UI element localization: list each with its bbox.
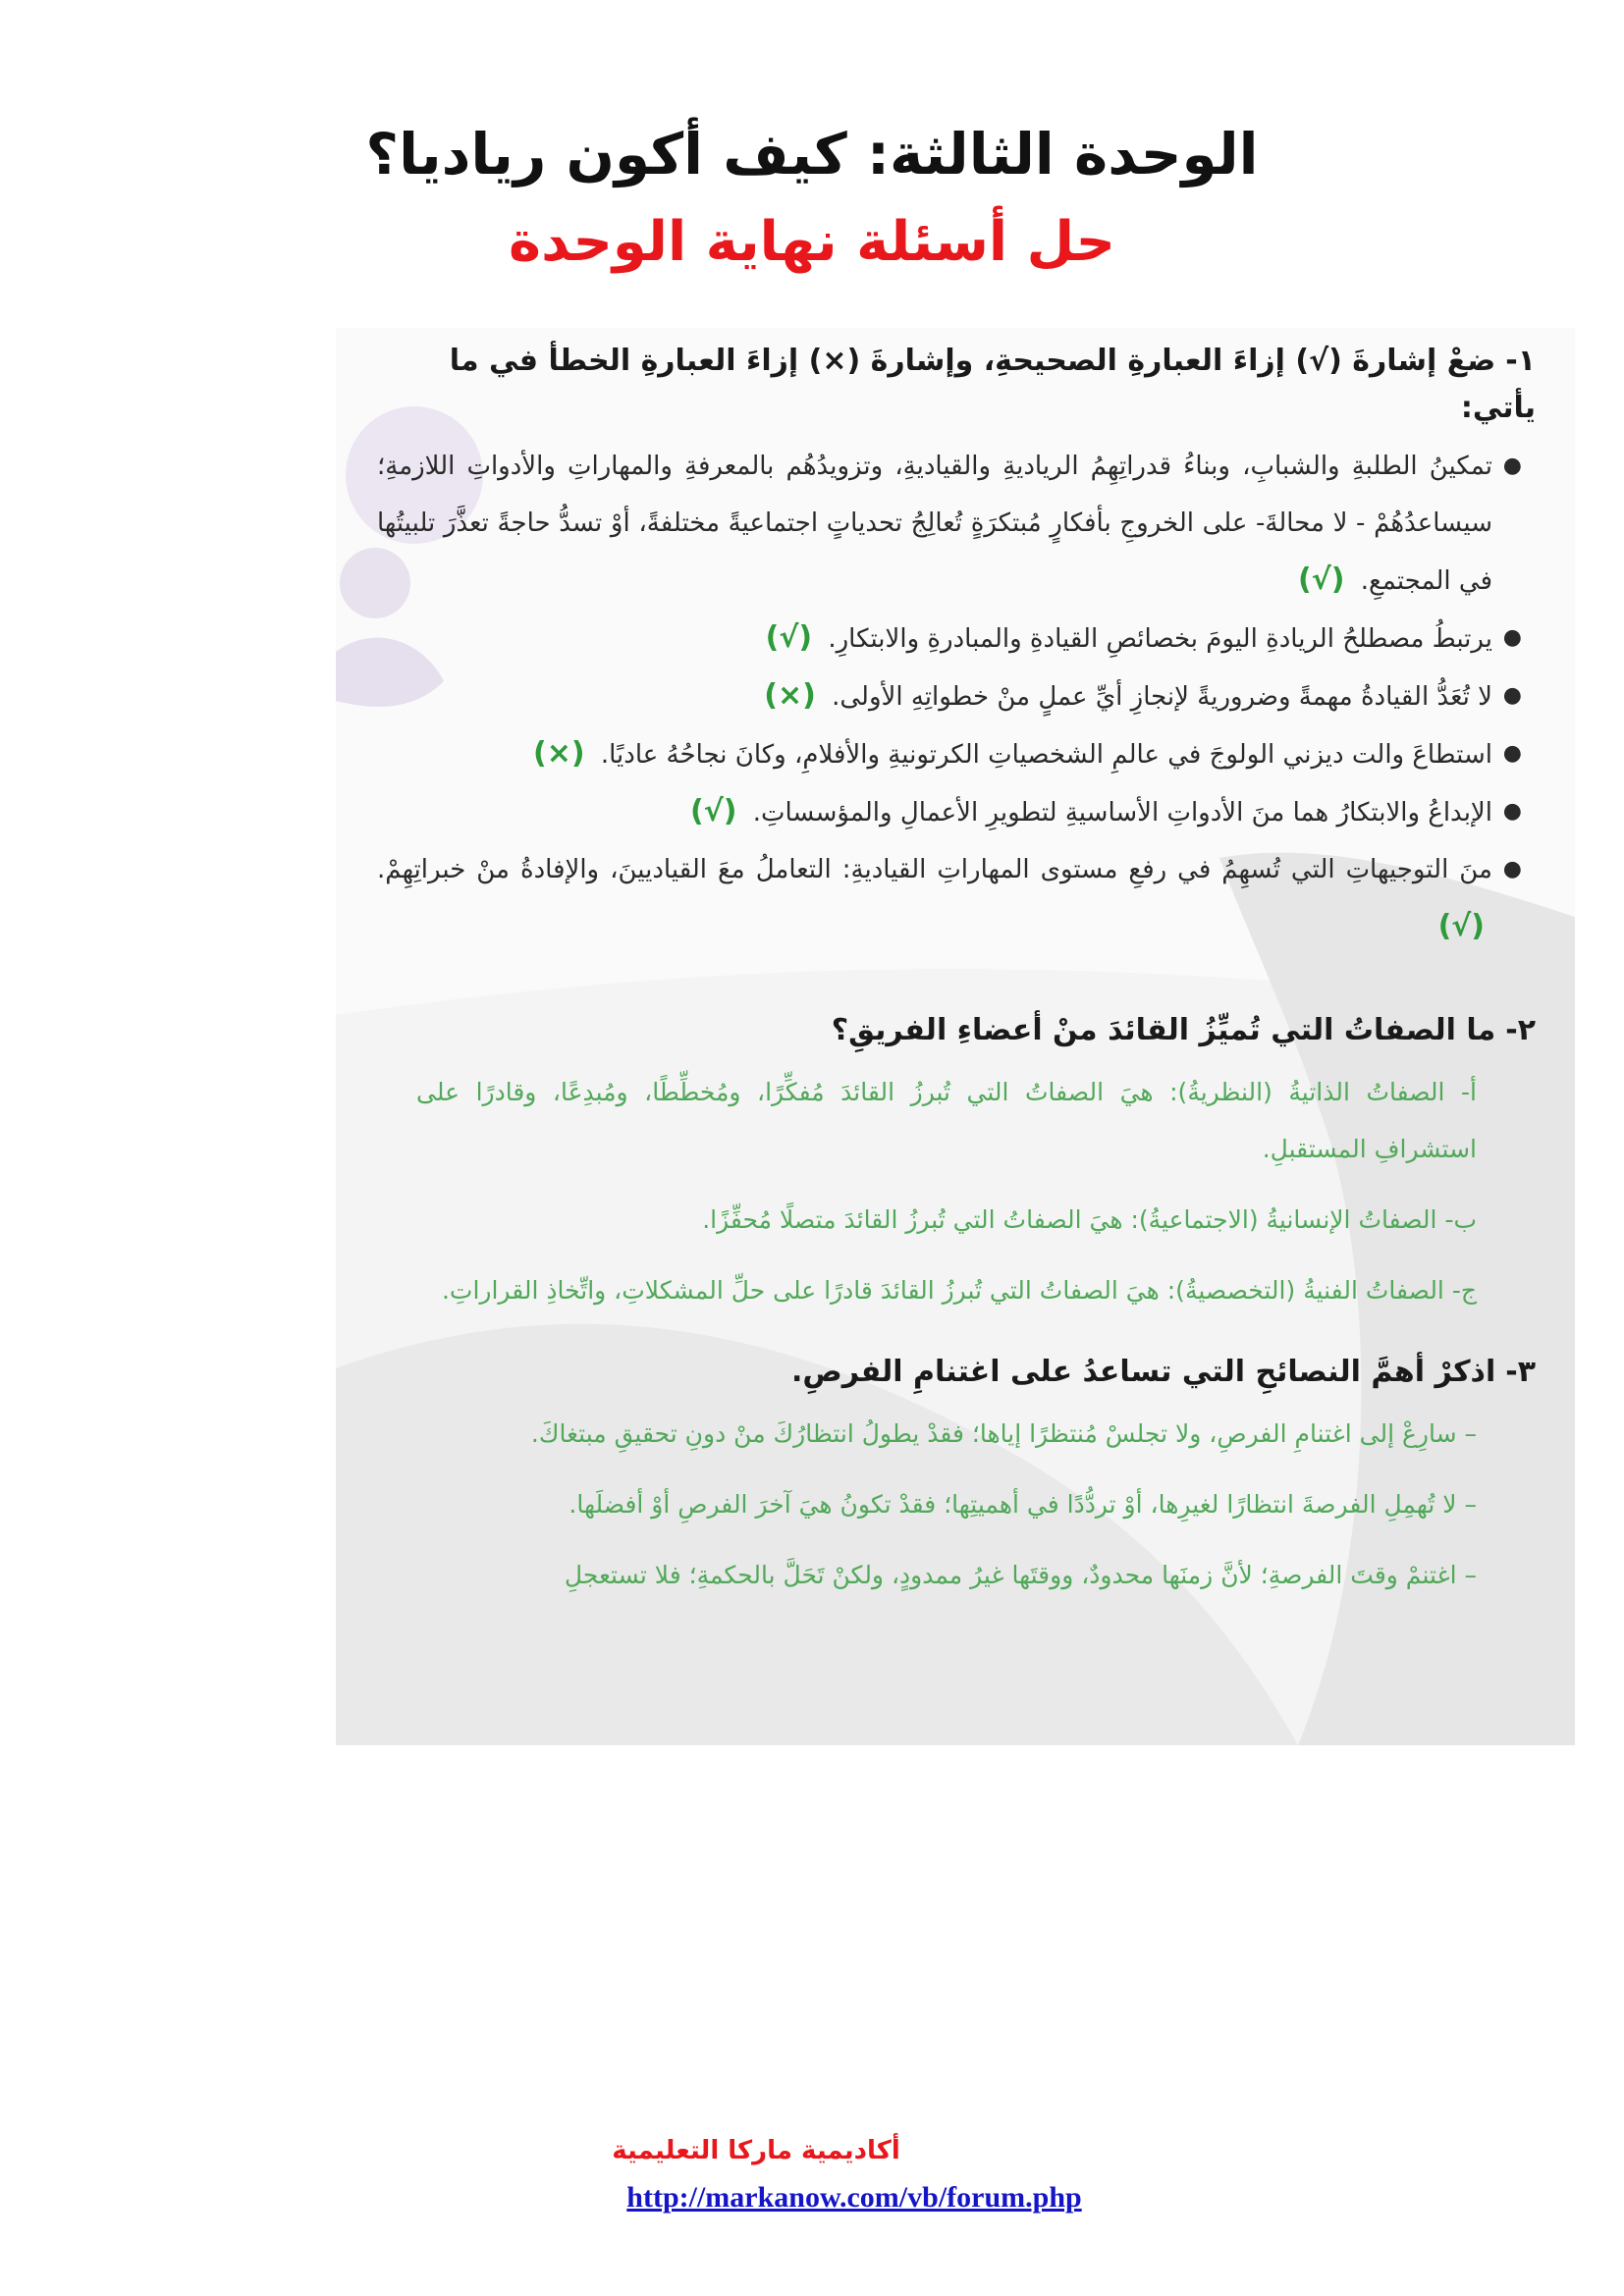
statement-text: منَ التوجيهاتِ التي تُسهِمُ في رفعِ مستوى المهاراتِ القياديةِ: التعاملُ معَ القياديينَ، والإفادةُ منْ خبراتِهِمْ. — [377, 855, 1492, 884]
question-3 — [377, 1349, 1536, 1604]
footer-forum-link[interactable]: http://markanow.com/vb/forum.php — [626, 2181, 1082, 2214]
scanned-page-panel — [336, 328, 1575, 1745]
question-text: ما الصفاتُ التي تُميِّزُ القائدَ منْ أعضاءِ الفريقِ؟ — [831, 1013, 1496, 1047]
statement-text: استطاعَ والت ديزني الولوجَ في عالمِ الشخصياتِ الكرتونيةِ والأفلامِ، وكانَ نجاحُهُ عاديًا. — [600, 740, 1492, 770]
answer-item: ب- الصفاتُ الإنسانيةُ (الاجتماعيةُ): هيَ الصفاتُ التي تُبرزُ القائدَ متصلًا مُحفِّزًا. — [702, 1205, 1477, 1234]
question-2 — [377, 1007, 1536, 1319]
answer-mark: (√) — [1297, 562, 1345, 597]
bullet-icon: ● — [1502, 857, 1522, 881]
statement-text: يرتبطُ مصطلحُ الريادةِ اليومَ بخصائصِ القيادةِ والمبادرةِ والابتكارِ. — [828, 624, 1492, 654]
answer-mark: (√) — [1437, 909, 1485, 943]
list-item — [377, 783, 1536, 841]
bullet-icon: ● — [1502, 454, 1522, 478]
list-item — [377, 725, 1536, 783]
answer-item: – سارِعْ إلى اغتنامِ الفرصِ، ولا تجلسْ مُنتظرًا إياها؛ فقدْ يطولُ انتظارُكَ منْ دونِ تحقيقِ مبتغاكَ. — [530, 1419, 1477, 1448]
bullet-icon: ● — [1502, 625, 1522, 650]
bullet-icon: ● — [1502, 741, 1522, 766]
statement-text: تمكينُ الطلبةِ والشبابِ، وبناءُ قدراتِهِمُ الرياديةِ والقياديةِ، وتزويدُهُم بالمعرفةِ والمهاراتِ والأدواتِ اللازمةِ؛ سيساعدُهُمْ - لا محالةَ- على الخروجِ بأفكارٍ مُبتكرَةٍ تُعالِجُ تحدياتٍ اجتماعيةً مختلفةً، أوْ تسدُّ حاجةً تعذَّرَ تلبيتُها في المجتمعِ. — [377, 452, 1492, 596]
answer-item: – اغتنمْ وقتَ الفرصةِ؛ لأنَّ زمنَها محدودٌ، ووقتَها غيرُ ممدودٍ، ولكنْ تَحَلَّ بالحكمةِ؛ فلا تستعجلِ — [564, 1561, 1477, 1589]
list-item — [377, 610, 1536, 667]
question-heading — [377, 1349, 1536, 1396]
answer-list — [377, 1064, 1516, 1319]
statement-text: الإبداعُ والابتكارُ هما منَ الأدواتِ الأساسيةِ لتطويرِ الأعمالِ والمؤسساتِ. — [752, 798, 1492, 828]
question-heading — [377, 1007, 1536, 1054]
answer-mark: (√) — [690, 794, 737, 828]
list-item — [377, 667, 1536, 725]
question-number: ٢- — [1505, 1013, 1536, 1047]
answer-item: أ- الصفاتُ الذاتيةُ (النظريةُ): هيَ الصفاتُ التي تُبرزُ القائدَ مُفكِّرًا، ومُخطِّطًا، ومُبدِعًا، وقادرًا على استشرافِ المستقبلِ. — [416, 1078, 1477, 1163]
statement-text: لا تُعَدُّ القيادةُ مهمةً وضروريةً لإنجازِ أيِّ عملٍ منْ خطواتِهِ الأولى. — [832, 682, 1492, 712]
answer-item: – لا تُهمِلِ الفرصةَ انتظارًا لغيرِها، أوْ تردُّدًا في أهميتِها؛ فقدْ تكونُ هيَ آخرَ الفرصِ أوْ أفضلَها. — [568, 1490, 1477, 1519]
page-subtitle: حل أسئلة نهاية الوحدة — [509, 210, 1115, 275]
list-item — [377, 438, 1536, 610]
question-number: ٣- — [1505, 1355, 1536, 1389]
questions-content — [377, 338, 1536, 1618]
footer-organization: أكاديمية ماركا التعليمية — [612, 2136, 900, 2165]
page-title: الوحدة الثالثة: كيف أكون رياديا؟ — [365, 120, 1259, 187]
answer-item: ج- الصفاتُ الفنيةُ (التخصصيةُ): هيَ الصفاتُ التي تُبرزُ القائدَ قادرًا على حلِّ المشكلاتِ، واتِّخاذِ القراراتِ. — [441, 1276, 1477, 1305]
list-item — [377, 841, 1536, 956]
question-1 — [377, 338, 1536, 956]
question-heading — [377, 338, 1536, 432]
bullet-icon: ● — [1502, 799, 1522, 824]
statement-list — [377, 438, 1536, 956]
answer-mark: (×) — [533, 736, 585, 771]
answer-mark: (√) — [765, 620, 813, 655]
answer-list — [377, 1406, 1516, 1604]
question-text: اذكرْ أهمَّ النصائحِ التي تساعدُ على اغتنامِ الفرصِ. — [791, 1355, 1496, 1389]
question-text: ضعْ إشارةَ (√) إزاءَ العبارةِ الصحيحةِ، وإشارةَ (×) إزاءَ العبارةِ الخطأ في ما يأتي: — [449, 344, 1536, 425]
answer-mark: (×) — [764, 678, 816, 713]
bullet-icon: ● — [1502, 683, 1522, 708]
question-number: ١- — [1505, 344, 1536, 378]
